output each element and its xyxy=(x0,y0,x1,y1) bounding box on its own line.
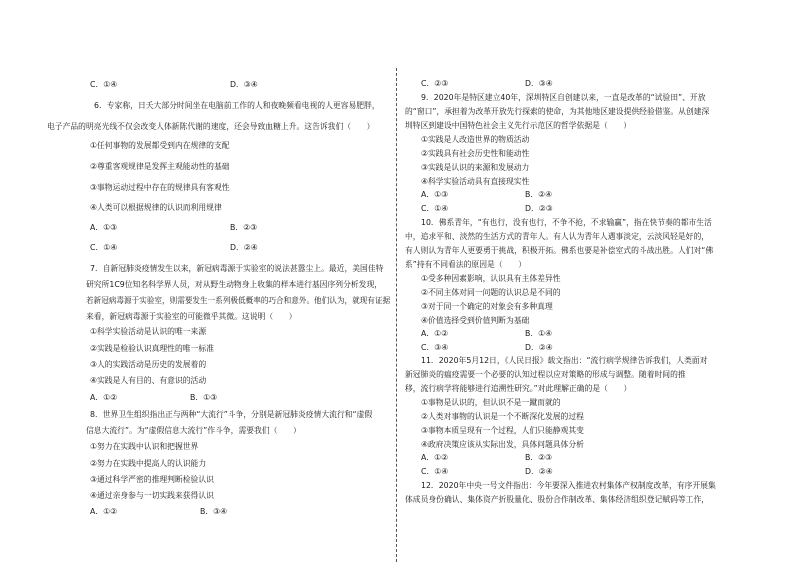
q12-stem-line-2: 体成员身份确认、集体资产折股量化、股份合作制改革、集体经济组织登记赋码等工作， xyxy=(405,495,710,504)
q6-option-b: B．②③ xyxy=(230,223,258,232)
q8-option-d: D．③④ xyxy=(525,79,553,88)
q5-option-c: C．①④ xyxy=(90,80,118,89)
q9-item-2: ②实践具有社会历史性和能动性 xyxy=(421,149,530,158)
q10-option-b: B．①④ xyxy=(525,329,553,338)
q9-option-d: D．②③ xyxy=(525,204,553,213)
q11-stem-line-2: 新冠肺炎的瘟疫需要一个必要的认知过程以应对策略的形成与调整。随着时间的推 xyxy=(405,370,686,379)
q6-option-d: D．②④ xyxy=(230,243,258,252)
q7-item-4: ④实践是人有目的、有意识的活动 xyxy=(90,376,207,385)
q11-item-2: ②人类对事物的认识是一个不断深化发展的过程 xyxy=(421,412,584,421)
q10-option-c: C．③④ xyxy=(421,343,449,352)
q10-option-a: A．①② xyxy=(421,329,449,338)
q8-stem-line-2: 信息大流行”。为“虚假信息大流行”作斗争，需要我们（ ） xyxy=(86,426,301,435)
q7-stem-line-4: 来看，新冠病毒源于实验室的可能微乎其微。这说明（ ） xyxy=(86,312,297,321)
q10-stem-line-1: 10．佛系青年，“有也行，没有也行，不争不抢，不求输赢”，指在快节奏的都市生活 xyxy=(421,218,712,227)
q11-item-1: ①事物是认识的，但认识不是一蹴而就的 xyxy=(421,398,561,407)
q6-item-3: ③事物运动过程中存在的规律具有客观性 xyxy=(90,183,230,192)
q8-option-b: B．③④ xyxy=(200,507,228,516)
q8-item-4: ④通过亲身参与一切实践来获得认识 xyxy=(90,491,214,500)
q11-option-a: A．①② xyxy=(421,453,449,462)
q12-stem-line-1: 12．2020年中央一号文件指出：今年要深入推进农村集体产权制度改革，有序开展集 xyxy=(421,481,716,490)
q10-stem-line-2: 中，追求平和、淡然的生活方式的青年人。有人认为青年人遇事淡定，云淡风轻是好的， xyxy=(405,232,710,241)
q10-stem-line-3: 有人则认为青年人更要勇于挑战，积极开拓。佛系也要是补偿室式的斗战出胜。人们对“佛 xyxy=(405,246,714,255)
q11-stem-line-3: 移，流行病学将能够进行追溯性研究。”对此理解正确的是（ ） xyxy=(405,384,632,393)
q9-option-b: B．②④ xyxy=(525,190,553,199)
q8-item-2: ②努力在实践中提高人的认识能力 xyxy=(90,459,207,468)
q5-option-d: D．③④ xyxy=(230,80,258,89)
q7-item-2: ②实践是检验认识真理性的唯一标准 xyxy=(90,344,214,353)
q10-item-4: ④价值选择受到价值判断为基础 xyxy=(421,316,530,325)
q7-option-b: B．①③ xyxy=(190,393,218,402)
q6-stem-line-1: 6．专家称，日夭大部分时间坐在电脑前工作的人和夜晚频看电视的人更容易肥胖， xyxy=(94,101,380,110)
q6-item-2: ②尊重客观规律是发挥主观能动性的基础 xyxy=(90,162,230,171)
q11-item-4: ④政府决策应该从实际出发，具体问题具体分析 xyxy=(421,440,584,449)
q11-item-3: ③事物本质呈现有一个过程，人们只能静观其变 xyxy=(421,426,584,435)
q8-option-c: C．②③ xyxy=(421,79,449,88)
q8-item-1: ①努力在实践中认识和把握世界 xyxy=(90,442,199,451)
q10-item-1: ①受多种因素影响，认识具有主体差异性 xyxy=(421,274,561,283)
q6-option-c: C．①④ xyxy=(90,243,118,252)
q6-item-4: ④人类可以根据规律的认识而利用规律 xyxy=(90,203,222,212)
q9-stem-line-1: 9．2020年是特区建立40年，深圳特区自创建以来，一直是改革的“试验田”、开放 xyxy=(421,93,706,102)
q11-option-b: B．②③ xyxy=(525,453,553,462)
q11-option-d: D．②④ xyxy=(525,467,553,476)
q9-item-1: ①实践是人改造世界的物质活动 xyxy=(421,135,530,144)
q6-stem-line-2: 电子产品的明亮光线不仅会改变人体新陈代谢的速度，还会导致血糖上升。这告诉我们（ ） xyxy=(47,122,375,131)
q10-stem-line-4: 系”持有不同看法的原因是（ ） xyxy=(405,260,526,269)
q7-option-a: A．①② xyxy=(90,393,118,402)
q10-option-d: D．②④ xyxy=(525,343,553,352)
q9-item-4: ④科学实验活动具有直接现实性 xyxy=(421,177,530,186)
q8-option-a: A．①② xyxy=(90,507,118,516)
q9-stem-line-2: 的“窗口”，承担着为改革开放先行探索的使命，为其他地区建设提供经验借鉴。从创建深 xyxy=(405,107,710,116)
q8-stem-line-1: 8．世界卫生组织指出正与两种“大流行”斗争，分别是新冠肺炎疫情大流行和“虚假 xyxy=(90,410,373,419)
q7-stem-line-1: 7．自新冠肺炎疫情发生以来，新冠病毒源于实验室的说法甚嚣尘上。最近，美国佳特 xyxy=(90,264,384,273)
q6-option-a: A．①③ xyxy=(90,223,118,232)
q7-item-1: ①科学实验活动是认识的唯一来源 xyxy=(90,327,207,336)
q11-option-c: C．①④ xyxy=(421,467,449,476)
q9-option-c: C．①④ xyxy=(421,204,449,213)
q11-stem-line-1: 11．2020年5月12日，《人民日报》载文指出：“流行病学规律告诉我们，人类面对 xyxy=(421,356,708,365)
q10-item-2: ②不同主体对同一问题的认识总是不同的 xyxy=(421,288,561,297)
q7-stem-line-2: 研究所1C9位知名科学界人员，对从野生动物身上收集的样本进行基因序列分析发现， xyxy=(86,280,383,289)
q9-item-3: ③实践是认识的来源和发展动力 xyxy=(421,163,530,172)
column-divider xyxy=(396,68,397,562)
q9-stem-line-3: 圳特区到建设中国特色社会主义先行示范区的哲学依据是（ ） xyxy=(405,121,632,130)
q9-option-a: A．①③ xyxy=(421,190,449,199)
q7-item-3: ③人的实践活动是历史的发展着的 xyxy=(90,360,207,369)
q6-item-1: ①任何事物的发展都受到内在规律的支配 xyxy=(90,141,230,150)
q10-item-3: ③对于同一个确定的对象会有多种真理 xyxy=(421,302,553,311)
q8-item-3: ③通过科学严密的推理判断检验认识 xyxy=(90,475,214,484)
q7-stem-line-3: 若新冠病毒源于实验室，则需要发生一系列极低概率的巧合和意外。他们认为，就现有证据 xyxy=(86,296,391,305)
